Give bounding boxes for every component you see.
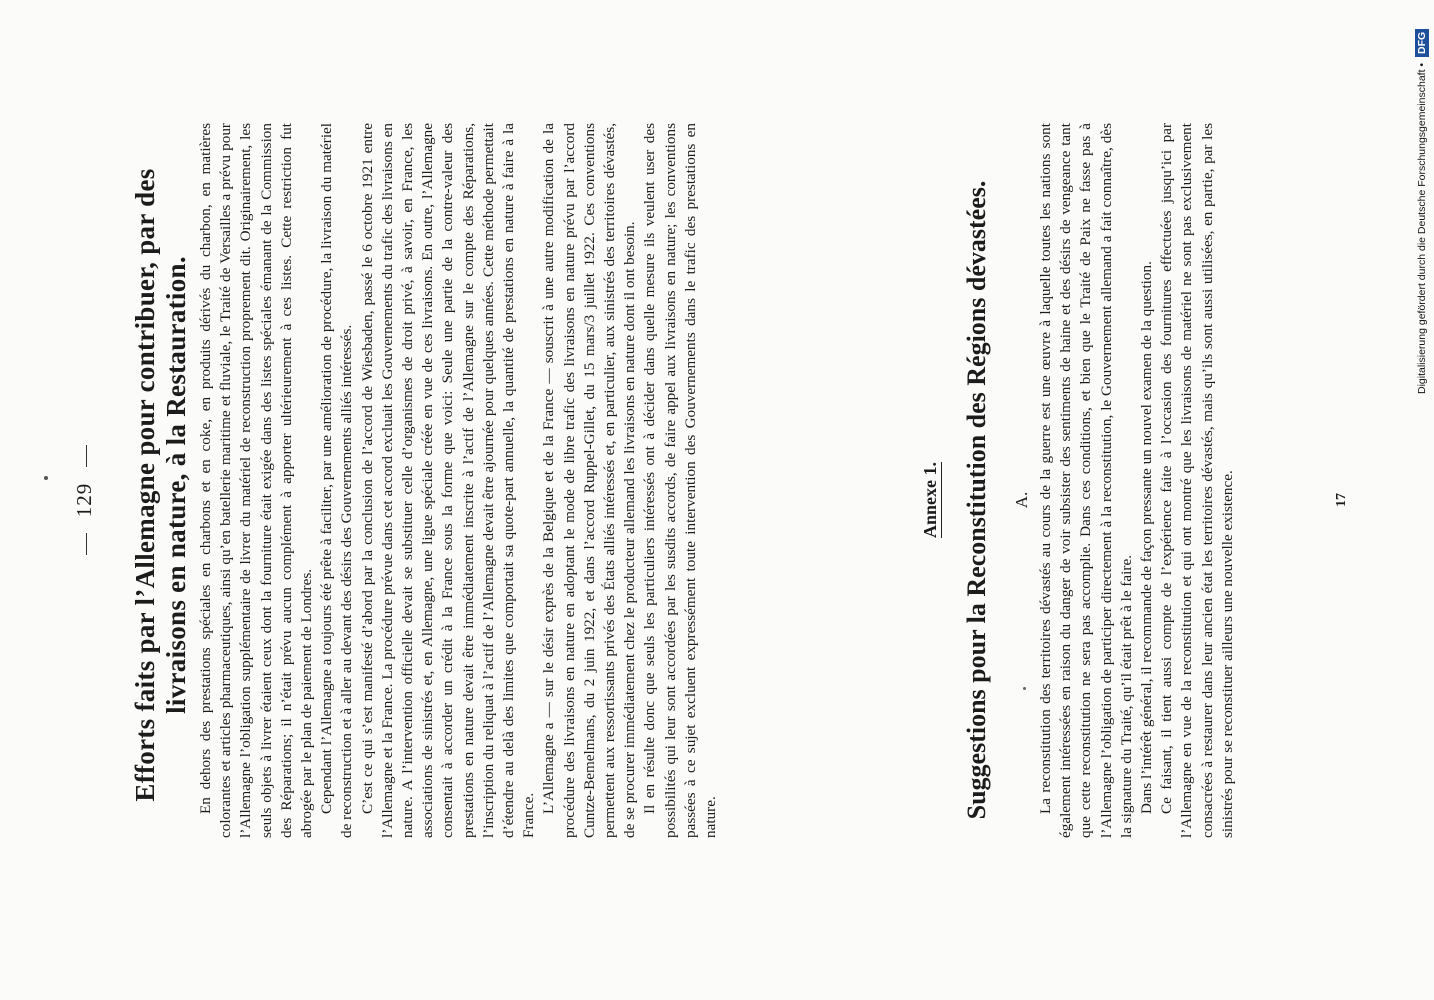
credit-text: Digitalisierung gefördert durch die Deutsche Forschungsgemeinschaft: [1416, 69, 1428, 394]
body-paragraph: Cependant l’Allemagne a toujours été prête à faciliter, par une amélioration de procédure, la livraison du matériel de reconstruction et à aller au devant des désirs des Gouvernements alliés intéressés.: [318, 123, 356, 838]
scan-speck: [44, 476, 48, 480]
body-paragraph: En dehors des prestations spéciales en charbons et en coke, en produits dérivés du charbon, en matières colorantes et articles pharmaceutiques, ainsi qu’en batellerie maritime et fluviale, le Traité de Versailles a prévu pour l’Allemagne l’obligation supplémentaire de livrer du matériel de reconstruction proprement dit. Originairement, les seuls objets à livrer étaient ceux dont la fourniture était exigée dans des listes spéciales émanant de la Commission des Réparations; il n’était prévu aucun complément à apporter ultérieurement à ces listes. Cette restriction fut abrogée par le plan de paiement de Londres.: [197, 123, 316, 838]
digitization-credit: [1414, 6, 1430, 394]
body-paragraph: Dans l’intérêt général, il recommande de façon pressante un nouvel examen de la question.: [1138, 261, 1156, 814]
page-header: [72, 0, 97, 1000]
body-paragraph: L’Allemagne a — sur le désir exprès de la Belgique et de la France — souscrit à une autre modification de la procédure des livraisons en nature en adoptant le mode de libre trafic des livraisons en nature prévu par l’accord Cuntze-Bemelmans, du 2 juin 1922, et dans l’accord Ruppel-Gillet, du 15 mars/3 juillet 1922. Ces conventions permettent aux ressortissants privés des États alliés intéressés et, en particulier, aux sinistrés des territoires dévastés, de se procurer immédiatement chez le producteur allemand les livraisons en nature dont il ont besoin.: [540, 123, 639, 838]
body-paragraph: Il en résulte donc que seuls les particuliers intéressés ont à décider dans quelle mesure ils veulent user des possibilités qui leur sont accordées par les susdits accords, de faire appel aux livraisons en nature; les conventions passées à ce sujet excluent expressément toute intervention des Gouvernements dans le trafic des prestations en nature.: [641, 123, 720, 838]
body-paragraph: C’est ce qui s’est manifesté d’abord par la conclusion de l’accord de Wiesbaden, passé le 6 octobre 1921 entre l’Allemagne et la France. La procédure prévue dans cet accord excluait les Gouvernements du trafic des livraisons en nature. A l’intervention officielle devait se substituer celle d’organismes de droit privé, à savoir, en France, les associations de sinistrés et, en Allemagne, une ligue spéciale créée en vue de ces livraisons. En outre, l’Allemagne consentait à accorder un crédit à la France sous la forme que voici: Seule une partie de la contre-valeur des prestations en nature devait être immédiatement inscrite à l’actif de l’Allemagne sur le compte des Réparations, l’inscription du reliquat à l’actif de l’Allemagne devait être ajournée pour quelques années. Cette méthode permettait d’étendre au delà des limites que comportait sa quote-part annuelle, la quantité de prestations en nature à faire à la France.: [358, 123, 538, 838]
annex-label: Annexe 1.: [920, 462, 940, 538]
annex-title: Suggestions pour la Reconstitution des Régions dévastées.: [962, 180, 991, 820]
header-dash: [86, 445, 87, 467]
annex-body: [1036, 123, 1238, 838]
section-letter: A.: [1012, 491, 1031, 509]
credit-separator: •: [1416, 62, 1428, 67]
page-footer-number: 17: [1334, 493, 1349, 507]
header-dash: [86, 533, 87, 555]
body-paragraph: La reconstitution des territoires dévastés au cours de la guerre est une œuvre à laquelle toutes les nations sont également intéressées en raison du danger de voir subsister des sentiments de haine et des désirs de vengeance tant que cette reconstitution ne sera pas accomplie. Dans ces conditions, et bien que le Traité de Paix ne fasse pas à l’Allemagne l’obligation de participer directement à la reconstitution, le Gouvernement allemand a fait connaître, dès la signature du Traité, qu’il était prêt à le faire.: [1037, 123, 1135, 838]
dfg-logo: DFG: [1415, 29, 1429, 57]
page-number: 129: [72, 482, 96, 518]
section-title: Efforts faits par l’Allemagne pour contribuer, par des livraisons en nature, à la Restauration.: [130, 168, 191, 802]
section-body: [196, 123, 721, 838]
body-paragraph: Ce faisant, il tient aussi compte de l’expérience faite à l’occasion des fournitures effectuées jusqu’ici par l’Allemagne en vue de la reconstitution et qui ont montré que les livraisons de matériel ne sont pas exclusivement consacrées à restaurer dans leur ancien état les territoires dévastés, mais qu’ils sont aussi utilisées, en partie, par les sinistrés pour se reconstituer ailleurs une nouvelle existence.: [1158, 123, 1236, 838]
